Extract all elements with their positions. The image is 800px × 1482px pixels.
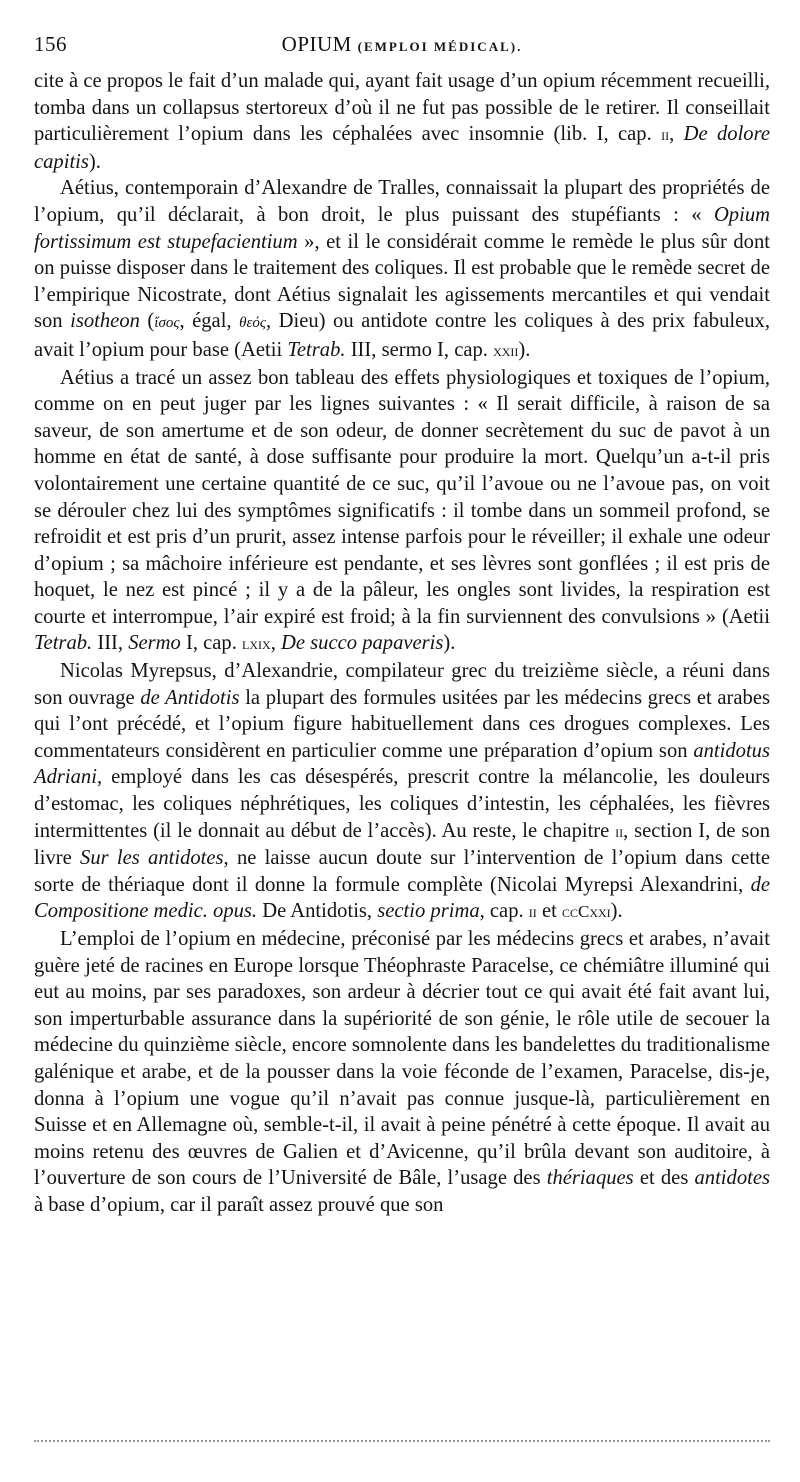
running-title-sub: (EMPLOI MÉDICAL). <box>357 39 523 54</box>
paragraph-5: L’emploi de l’opium en médecine, préconisé par les médecins grecs et arabes, n’avait guère jeté de racines en Europe lorsque Théophraste Paracelse, ce chémiâtre illuminé qui eut au moins, par ses paradoxes, son ardeur à décrier tout ce qui avait été fait avant lui, son imperturbable assurance dans la supériorité de son génie, le rôle utile de secouer la médecine du quinzième siècle, encore somnolente dans les bandelettes du traditionalisme galénique et arabe, et de la pousser dans la voie féconde de l’examen, Paracelse, dis-je, donna à l’opium une vogue qu’il n’avait pas connue jusque-là, particulièrement en Suisse et en Allemagne où, semble-t-il, il avait à peine pénétré à cette époque. Il avait au moins retenu des œuvres de Galien et d’Avicenne, qu’il brûla devant son auditoire, à l’ouverture de son cours de l’Université de Bâle, l’usage des thériaques et des antidotes à base d’opium, car il paraît assez prouvé que son <box>34 928 770 1216</box>
running-header <box>34 26 770 62</box>
paragraph-4: Nicolas Myrepsus, d’Alexandrie, compilateur grec du treizième siècle, a réuni dans son ouvrage de Antidotis la plupart des formules usitées par les médecins grecs et arabes qui l’ont précédé, et l’opium figure habituellement dans ces drogues complexes. Les commentateurs considèrent en particulier comme une préparation d’opium son antidotus Adriani, employé dans les cas désespérés, prescrit contre la mélancolie, les douleurs d’estomac, les coliques néphrétiques, les coliques d’intestin, les céphalées, les fièvres intermittentes (il le donnait au début de l’accès). Au reste, le chapitre ii, section I, de son livre Sur les antidotes, ne laisse aucun doute sur l’intervention de l’opium dans cette sorte de thériaque dont il donne la formule complète (Nicolai Myrepsi Alexandrini, de Compositione medic. opus. De Antidotis, sectio prima, cap. ii et ccCxxi). <box>34 660 770 923</box>
paragraph-2: Aétius, contemporain d’Alexandre de Tralles, connaissait la plupart des propriétés de l’opium, qu’il déclarait, à bon droit, le plus puissant des stupéfiants : « Opium fortissimum est stupefacientium », et il le considérait comme le remède le plus sûr dont on puisse disposer dans le traitement des coliques. Il est probable que le remède secret de l’empirique Nicostrate, dont Aétius signalait les agissements mercantiles et qui vendait son isotheon (ἴσος, égal, θεός, Dieu) ou antidote contre les coliques à des prix fabuleux, avait l’opium pour base (Aetii Tetrab. III, sermo I, cap. xxii). <box>34 177 770 361</box>
document-page <box>34 26 770 1219</box>
paragraph-1: cite à ce propos le fait d’un malade qui, ayant fait usage d’un opium récemment recueilli, tomba dans un collapsus stertoreux d’où il ne fut pas possible de le retirer. Il conseillait particulièrement l’opium dans les céphalées avec insomnie (lib. I, cap. ii, De dolore capitis). <box>34 70 770 173</box>
body-text <box>34 68 770 1219</box>
running-title <box>34 26 770 65</box>
page-number: 156 <box>34 32 67 56</box>
footer-dotted-rule <box>34 1440 770 1442</box>
running-title-main: OPIUM <box>281 32 352 56</box>
paragraph-3: Aétius a tracé un assez bon tableau des effets physiologiques et toxiques de l’opium, comme on en peut juger par les lignes suivantes : « Il serait difficile, à raison de sa saveur, de son amertume et de son odeur, de donner secrètement du suc de pavot à un homme en état de santé, à dose suffisante pour produire la mort. Quelqu’un a-t-il pris volontairement une certaine quantité de ce suc, qu’il l’avoue ou ne l’avoue pas, on voit se dérouler chez lui des symptômes significatifs : il tombe dans un sommeil profond, se refroidit et est pris d’un prurit, assez intense parfois pour le réveiller; il exhale une odeur d’opium ; sa mâchoire inférieure est pendante, et ses lèvres sont gonflées ; il est pris de hoquet, le nez est pincé ; il y a de la pâleur, les ongles sont livides, la respiration est courte et interrompue, l’air expiré est froid; à la fin surviennent des convulsions » (Aetii Tetrab. III, Sermo I, cap. lxix, De succo papaveris). <box>34 366 770 655</box>
